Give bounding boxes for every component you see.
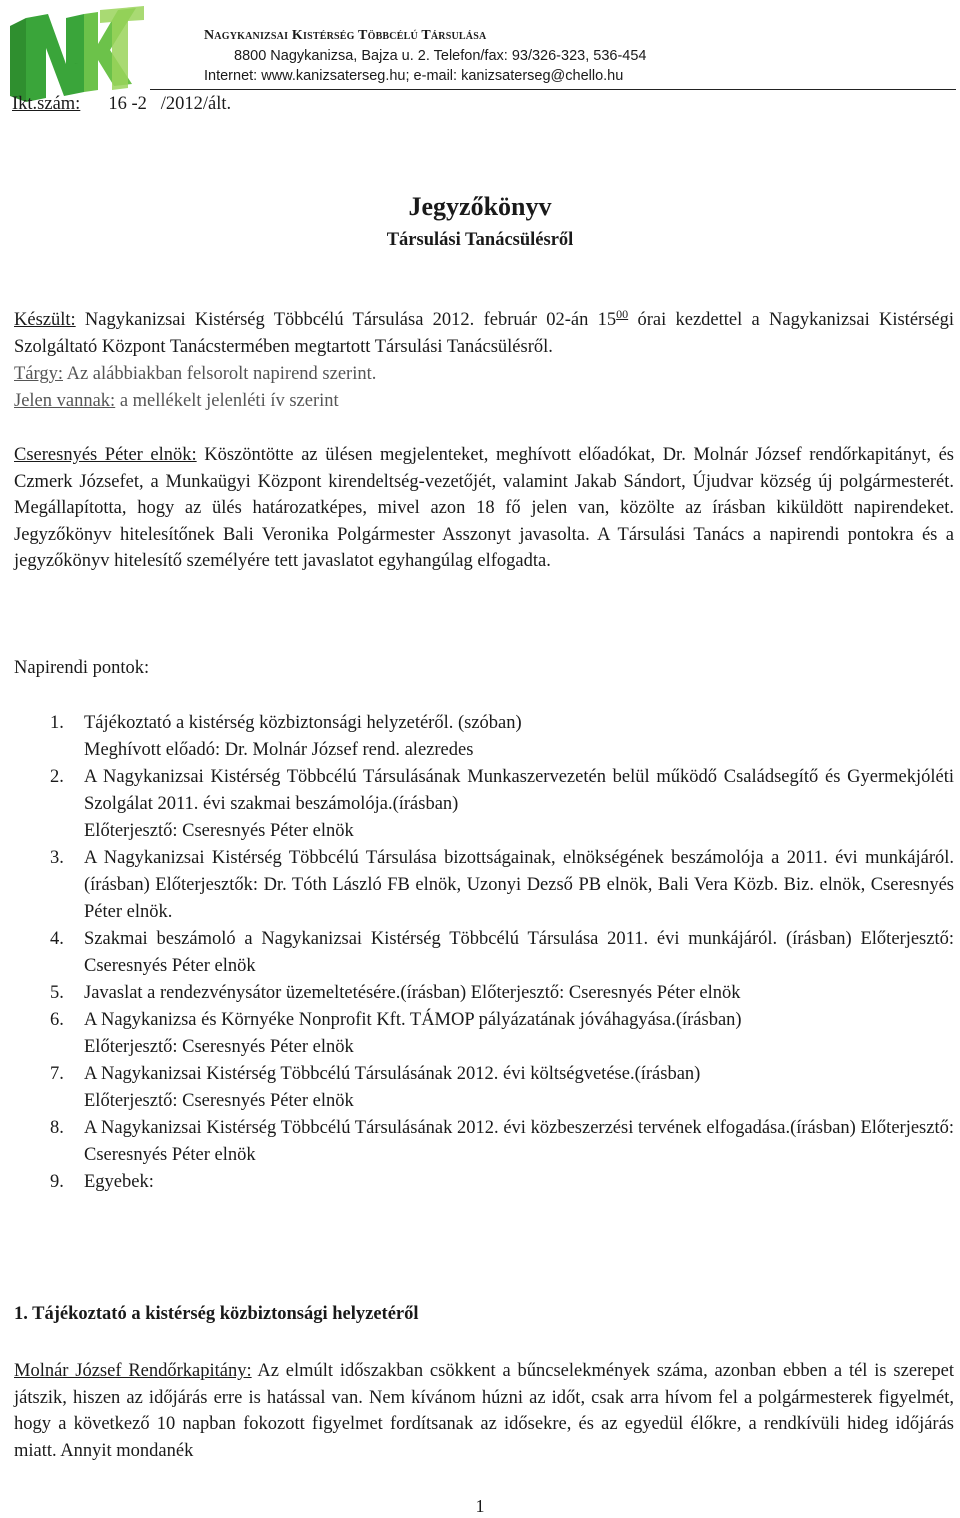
agenda-item: 3. A Nagykanizsai Kistérség Többcélú Társulása bizottságainak, elnökségének beszámolója a 2011. évi munkájáról. (írásban) Előterjesztők: Dr. Tóth László FB elnök, Uzonyi Dezső PB elnök, Bali Vera Közb. Biz. elnök, Cseresnyés Péter elnök. (50, 848, 954, 922)
keszult-label: Készült: (14, 310, 76, 330)
org-web: Internet: www.kanizsaterseg.hu; e-mail: kanizsaterseg@chello.hu (204, 68, 624, 84)
agenda-item: 5. Javaslat a rendezvénysátor üzemeltetésére.(írásban) Előterjesztő: Cseresnyés Péter elnök (50, 983, 741, 1003)
nktt-logo (6, 4, 146, 104)
keszult-text: Nagykanizsai Kistérség Többcélú Társulása 2012. február 02-án 15 (75, 310, 617, 330)
agenda-item: 6. A Nagykanizsa és Környéke Nonprofit Kft. TÁMOP pályázatának jóváhagyása.(írásban) Előterjesztő: Cseresnyés Péter elnök (50, 1010, 742, 1057)
agenda-list (50, 710, 954, 1196)
page-number: 1 (475, 1496, 485, 1516)
svg-text:NKTT: NKTT (74, 64, 78, 65)
section-1-paragraph (14, 1358, 954, 1464)
org-address: 8800 Nagykanizsa, Bajza u. 2. Telefon/fax: 93/326-323, 536-454 (234, 48, 647, 64)
ikt-label: Ikt.szám: (12, 94, 81, 114)
section-1-speaker: Molnár József Rendőrkapitány: (14, 1361, 252, 1381)
agenda-item: 4. Szakmai beszámoló a Nagykanizsai Kistérség Többcélú Társulása 2011. évi munkájáról. (írásban) Előterjesztő: Cseresnyés Péter elnök (50, 929, 954, 976)
targy-paragraph (14, 361, 954, 388)
jelen-paragraph (14, 388, 954, 415)
jelen-label: Jelen vannak: (14, 391, 116, 411)
targy-label: Tárgy: (14, 364, 63, 384)
targy-text: Az alábbiakban felsorolt napirend szerint. (62, 364, 377, 384)
ikt-value: 16 -2 /2012/ált. (108, 94, 232, 114)
opening-paragraph (14, 442, 954, 575)
opening-speaker: Cseresnyés Péter elnök: (14, 445, 197, 465)
keszult-paragraph (14, 307, 954, 360)
section-1-text: Az elmúlt időszakban csökkent a bűncselekmények száma, azonban ebben a tél is szerepet játszik, hiszen az időjárás erre is hatással van. Nem kívánom húzni az időt, csak arra hívom fel a polgármesterek figyelmét, hogy a következő 10 napban fokozott figyelmet fordítsanak az idősekre, és az egyedül élőkre, a rendkívüli hideg időjárás miatt. Annyit mondanék (14, 1361, 955, 1461)
agenda-item: 8. A Nagykanizsai Kistérség Többcélú Társulásának 2012. évi közbeszerzési tervének elfogadása.(írásban) Előterjesztő: Cseresnyés Péter elnök (50, 1118, 954, 1165)
agenda-item: 9. Egyebek: (50, 1172, 154, 1192)
section-1-title: 1. Tájékoztató a kistérség közbiztonsági helyzetéről (14, 1304, 419, 1324)
time-superscript: 00 (616, 306, 629, 321)
org-name: Nagykanizsai Kistérség Többcélú Társulása (204, 28, 487, 43)
opening-text: Köszöntötte az ülésen megjelenteket, meghívott előadókat, Dr. Molnár József rendőrkapitányt, és Czmerk Józsefet, a Munkaügyi Központ kirendeltség-vezetőjét, valamint Jakab Sándort, Újudvar község új polgármesterét. Megállapította, hogy az ülés határozatképes, mivel azon 18 fő jelen van, közölte az írásban kiküldött napirendeket. Jegyzőkönyv hitelesítőnek Bali Veronika Polgármester Asszonyt javasolta. A Társulási Tanács a napirendi pontokra és a jegyzőkönyv hitelesítő személyére tett javaslatot egyhangúlag elfogadta. (14, 445, 954, 571)
agenda-heading: Napirendi pontok: (14, 658, 150, 678)
agenda-item: 7. A Nagykanizsai Kistérség Többcélú Társulásának 2012. évi költségvetése.(írásban) Előterjesztő: Cseresnyés Péter elnök (50, 1064, 701, 1111)
keszult-text-cont: órai kezdettel a Nagykanizsai Kistérségi Szolgáltató Központ Tanácstermében megtartott Társulási Tanácsülésről. (14, 310, 954, 357)
jelen-text: a mellékelt jelenléti ív szerint (115, 391, 339, 411)
document-title: Jegyzőkönyv (408, 192, 552, 221)
header-rule (150, 89, 956, 90)
document-subtitle: Társulási Tanácsülésről (386, 230, 574, 250)
agenda-item: 1. Tájékoztató a kistérség közbiztonsági helyzetéről. (szóban) Meghívott előadó: Dr. Molnár József rend. alezredes (50, 713, 522, 760)
ikt-szam (12, 94, 231, 115)
agenda-item: 2. A Nagykanizsai Kistérség Többcélú Társulásának Munkaszervezetén belül működő Családsegítő és Gyermekjóléti Szolgálat 2011. évi szakmai beszámolója.(írásban) Előterjesztő: Cseresnyés Péter elnök (50, 767, 954, 841)
